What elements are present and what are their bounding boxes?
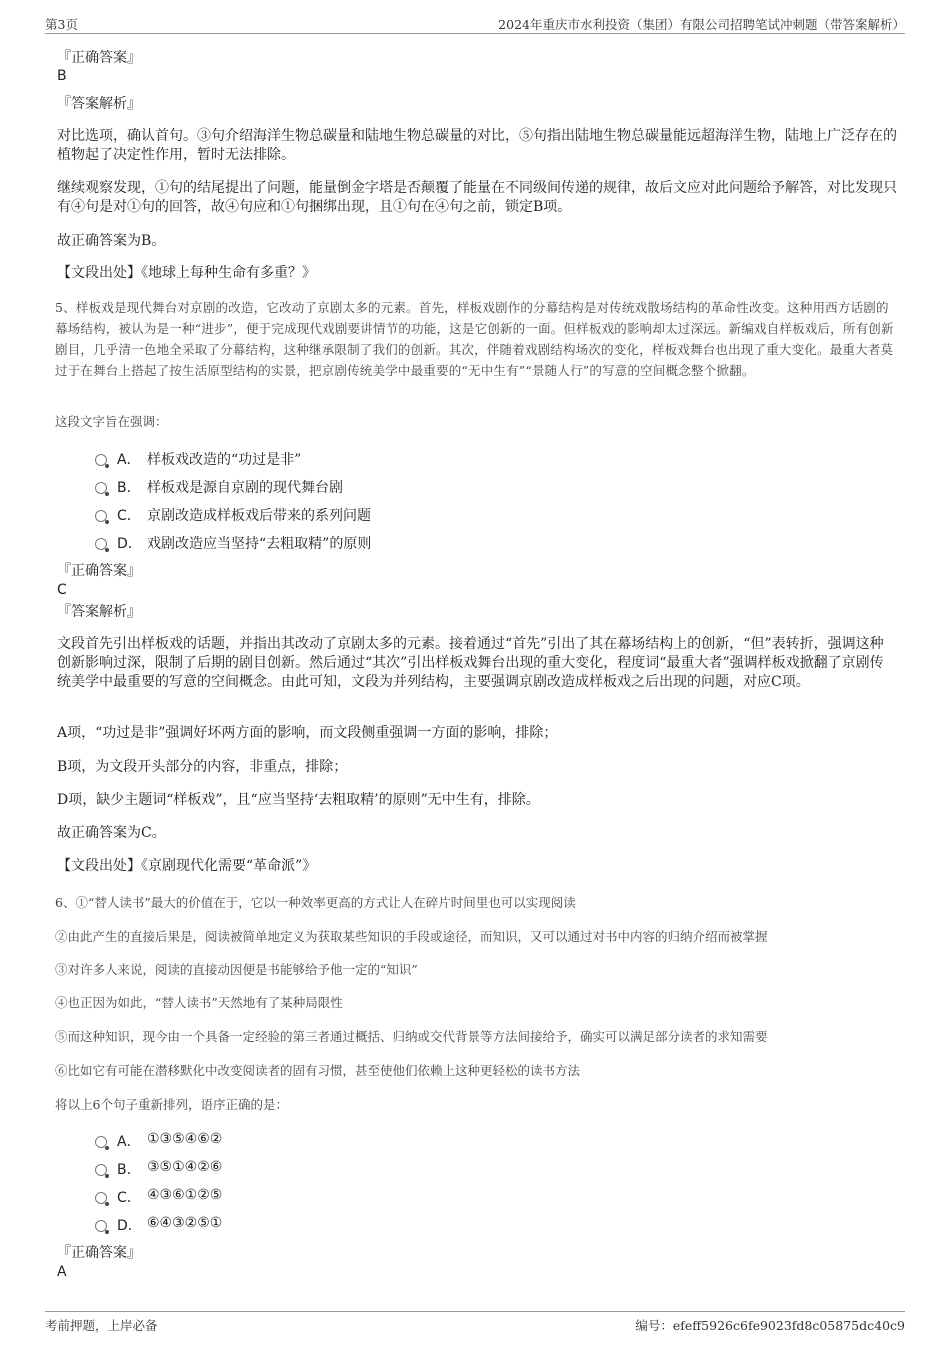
footer-slogan: 考前押题，上岸必备 (45, 1318, 158, 1333)
document-code: 编号：efeff5926c6fe9023fd8c05875dc40c9 (635, 1318, 905, 1333)
analysis-paragraph: B项，为文段开头部分的内容，非重点，排除； (57, 759, 348, 775)
question-prompt: 这段文字旨在强调： (55, 414, 168, 429)
sentence-4: ④也正因为如此，“替人读书”天然地有了某种局限性 (55, 995, 343, 1010)
answer-value: A (57, 1264, 67, 1280)
question-prompt: 将以上6个句子重新排列，语序正确的是： (55, 1097, 288, 1112)
answer-label: 『正确答案』 (57, 563, 141, 579)
option-text: ①③⑤④⑥② (147, 1131, 223, 1147)
analysis-paragraph: A项，“功过是非”强调好坏两方面的影响，而文段侧重强调一方面的影响，排除； (57, 725, 558, 741)
document-title: 2024年重庆市水利投资（集团）有限公司招聘笔试冲刺题（带答案解析） (498, 17, 905, 32)
analysis-paragraph: 文段首先引出样板戏的话题，并指出其改动了京剧太多的元素。接着通过“首先”引出了其在幕场结构上的创新，“但”表转折，强调这种创新影响过深，限制了后期的剧目创新。然后通过“其次”引出样板戏舞台出现的重大变化，程度词“最重大者”强调样板戏掀翻了京剧传统美学中最重要的写意的空间概念。由此可知，文段为并列结构，主要强调京剧改造成样板戏之后出现的问题，对应C项。 (57, 636, 884, 690)
radio-button[interactable] (95, 1192, 107, 1204)
radio-button[interactable] (95, 538, 107, 550)
sentence-5: ⑤而这种知识，现今由一个具备一定经验的第三者通过概括、归纳或交代背景等方法间接给予，确实可以满足部分读者的求知需要 (55, 1029, 768, 1044)
option-letter: B． (117, 480, 141, 496)
passage-source: 【文段出处】《京剧现代化需要“革命派”》 (57, 858, 317, 874)
option-letter: A． (117, 452, 141, 468)
radio-button[interactable] (95, 510, 107, 522)
analysis-paragraph: D项，缺少主题词“样板戏”，且“应当坚持‘去粗取精’的原则”无中生有，排除。 (57, 792, 540, 808)
radio-button[interactable] (95, 1220, 107, 1232)
analysis-paragraph: 对比选项，确认首句。③句介绍海洋生物总碳量和陆地生物总碳量的对比，⑤句指出陆地生物总碳量能远超海洋生物，陆地上广泛存在的植物起了决定性作用，暂时无法排除。 (57, 128, 897, 163)
option-letter: A． (117, 1134, 141, 1150)
option-letter: C． (117, 508, 141, 524)
analysis-paragraph: 继续观察发现，①句的结尾提出了问题，能量倒金字塔是否颠覆了能量在不同级间传递的规律，故后文应对此问题给予解答，对比发现只有④句是对①句的回答，故④句应和①句捆绑出现，且①句在④句之前，锁定B项。 (57, 180, 897, 215)
radio-button[interactable] (95, 1164, 107, 1176)
option-text: 戏剧改造应当坚持“去粗取精”的原则 (147, 536, 372, 552)
radio-button[interactable] (95, 1136, 107, 1148)
radio-button[interactable] (95, 454, 107, 466)
option-text: 样板戏改造的“功过是非” (147, 452, 302, 468)
option-text: ④③⑥①②⑤ (147, 1187, 223, 1203)
option-text: ⑥④③②⑤① (147, 1215, 223, 1231)
option-text: 样板戏是源自京剧的现代舞台剧 (147, 480, 343, 496)
radio-button[interactable] (95, 482, 107, 494)
answer-label: 『正确答案』 (57, 50, 141, 66)
sentence-2: ②由此产生的直接后果是，阅读被简单地定义为获取某些知识的手段或途径，而知识，又可以通过对书中内容的归纳介绍而被掌握 (55, 929, 768, 944)
analysis-label: 『答案解析』 (57, 604, 141, 620)
analysis-conclusion: 故正确答案为C。 (57, 825, 166, 841)
option-letter: B． (117, 1162, 141, 1178)
sentence-3: ③对许多人来说，阅读的直接动因便是书能够给予他一定的“知识” (55, 962, 418, 977)
sentence-6: ⑥比如它有可能在潜移默化中改变阅读者的固有习惯，甚至使他们依赖上这种更轻松的读书方法 (55, 1063, 581, 1078)
sentence-1: 6、①“替人读书”最大的价值在于，它以一种效率更高的方式让人在碎片时间里也可以实现阅读 (55, 895, 576, 910)
answer-value: C (57, 582, 67, 598)
option-letter: D． (117, 536, 142, 552)
page-number: 第3页 (45, 17, 78, 32)
page-footer (45, 1311, 905, 1335)
option-text: ③⑤①④②⑥ (147, 1159, 223, 1175)
analysis-label: 『答案解析』 (57, 96, 141, 112)
answer-value: B (57, 68, 67, 84)
option-text: 京剧改造成样板戏后带来的系列问题 (147, 508, 371, 524)
answer-label: 『正确答案』 (57, 1245, 141, 1261)
analysis-conclusion: 故正确答案为B。 (57, 233, 166, 249)
option-letter: C． (117, 1190, 141, 1206)
passage-source: 【文段出处】《地球上每种生命有多重？》 (57, 265, 316, 281)
question-stem: 5、样板戏是现代舞台对京剧的改造，它改动了京剧太多的元素。首先，样板戏剧作的分幕结构是对传统戏散场结构的革命性改变。这种用西方话剧的幕场结构，被认为是一种“进步”，便于完成现代戏剧要讲情节的功能，这是它创新的一面。但样板戏的影响却太过深远。新编戏自样板戏后，所有创新剧目，几乎清一色地全采取了分幕结构，这种继承限制了我们的创新。其次，伴随着戏剧结构场次的变化，样板戏舞台也出现了重大变化。最重大者莫过于在舞台上搭起了按生活原型结构的实景，把京剧传统美学中最重要的“无中生有”“景随人行”的写意的空间概念整个掀翻。 (55, 300, 894, 378)
option-letter: D． (117, 1218, 142, 1234)
